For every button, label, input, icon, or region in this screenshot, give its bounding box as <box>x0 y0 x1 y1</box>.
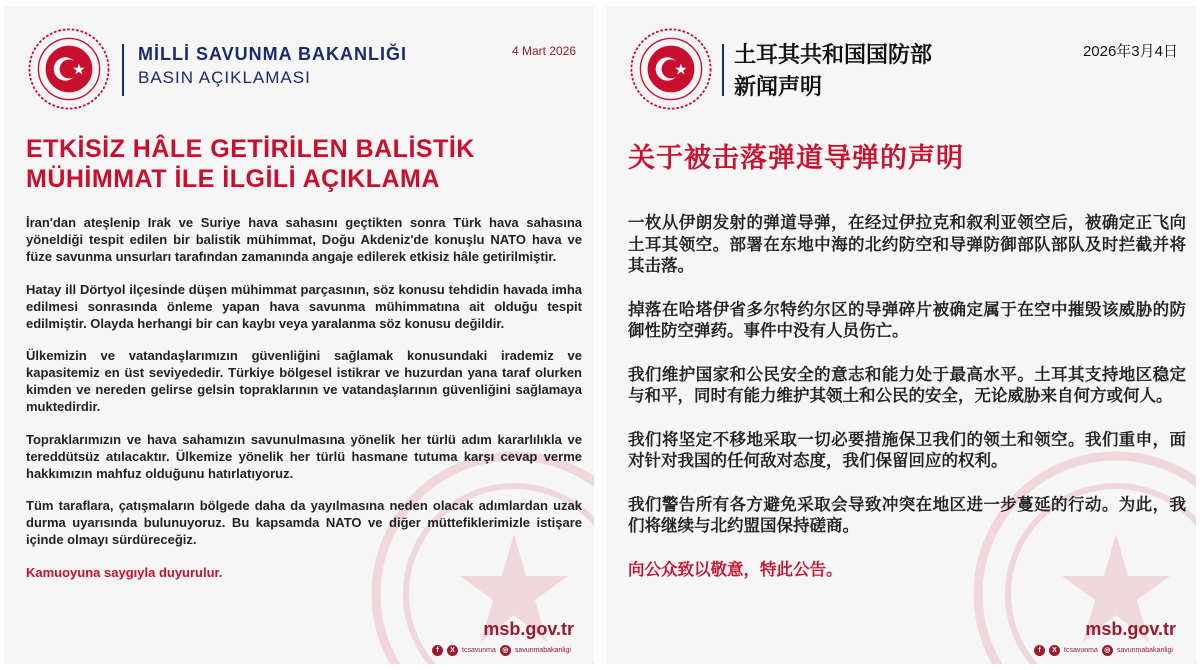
statement-date: 2026年3月4日 <box>1082 43 1178 60</box>
statement-headline: ETKİSİZ HÂLE GETİRİLEN BALİSTİK MÜHİMMAT İLE İLGİLİ AÇIKLAMA <box>26 135 475 193</box>
closing-line: 向公众致以敬意，特此公告。 <box>628 560 843 579</box>
x-handle[interactable]: tcsavunma <box>1064 647 1098 654</box>
paragraph: 我们警告所有各方避免采取会导致冲突在地区进一步蔓延的行动。为此，我们将继续与北约盟国保持磋商。 <box>628 495 1186 535</box>
paragraph: 我们将坚定不移地采取一切必要措施保卫我们的领土和领空。我们重申，面对针对我国的任何敌对态度，我们保留回应的权利。 <box>628 430 1186 470</box>
paragraph: 我们维护国家和公民安全的意志和能力处于最高水平。土耳其支持地区稳定与和平，同时有能力维护其领土和公民的安全，无论威胁来自何方或何人。 <box>628 365 1186 405</box>
emblem-logo <box>626 24 716 114</box>
social-links <box>432 645 571 656</box>
press-release-label: BASIN AÇIKLAMASI <box>138 68 311 87</box>
instagram-icon[interactable]: ◎ <box>500 645 511 656</box>
paragraph: Hatay ill Dörtyol ilçesinde düşen mühimmat parçasının, söz konusu tehdidin havada imha edilmesi sonrasında önleme yapan hava savunma mühimmatına ait olduğu tespit edilmiştir. Olayda herhangi bir can kaybı veya yaralanma söz konusu değildir. <box>26 281 582 331</box>
paragraph: Tüm taraflara, çatışmaların bölgede daha da yayılmasına neden olacak adımlardan uzak durma uyarısında bulunuyoruz. Bu kapsamda NATO ve diğer müttefiklerimizle istişare içinde olmayı sürdüreceğiz. <box>26 498 582 547</box>
x-icon[interactable]: X <box>1049 645 1060 656</box>
header-divider <box>722 44 724 96</box>
website-link[interactable]: msb.gov.tr <box>1085 619 1176 639</box>
statement-body <box>628 213 1186 603</box>
paragraph: İran'dan ateşlenip Irak ve Suriye hava sahasını geçtikten sonra Türk hava sahasına yöneldiği tespit edilen bir balistik mühimmat, Doğu Akdeniz'de konuşlu NATO hava ve füze savunma unsurları tarafından zamanında angaje edilerek etkisiz hâle getirilmiştir. <box>26 215 582 264</box>
chinese-statement-panel <box>606 6 1196 664</box>
press-release-label: 新闻声明 <box>734 74 823 99</box>
header-divider <box>122 44 124 96</box>
instagram-icon[interactable]: ◎ <box>1102 645 1113 656</box>
x-handle[interactable]: tcsavunma <box>462 647 496 654</box>
ministry-name: MİLLİ SAVUNMA BAKANLIĞI <box>138 44 407 64</box>
social-links <box>1034 645 1173 656</box>
turkish-statement-panel <box>4 6 594 664</box>
instagram-handle[interactable]: savunmabakanligi <box>514 647 571 654</box>
statement-headline: 关于被击落弹道导弹的声明 <box>628 143 964 173</box>
facebook-icon[interactable]: f <box>432 645 443 656</box>
statement-body <box>26 214 582 596</box>
ministry-name: 土耳其共和国国防部 <box>734 42 933 67</box>
paragraph: Ülkemizin ve vatandaşlarımızın güvenliğini sağlamak konusundaki irademiz ve kapasitemiz en üst seviyededir. Türkiye bölgesel istikrar ve huzurdan yana taraf olurken kimden ve nereden gelirse gelsin topraklarının ve vatandaşlarının güvenliğini sağlamaya muktedirdir. <box>26 348 582 414</box>
emblem-logo <box>24 24 114 114</box>
paragraph: Topraklarımızın ve hava sahamızın savunulmasına yönelik her türlü adım kararlılıkla ve tereddütsüz atılacaktır. Ülkemize yönelik her türlü hasmane tutuma karşı cevap verme hakkımızın mahfuz olduğunu hatırlatıyoruz. <box>26 431 582 481</box>
x-icon[interactable]: X <box>447 645 458 656</box>
website-link[interactable]: msb.gov.tr <box>483 619 574 639</box>
paragraph: 一枚从伊朗发射的弹道导弹，在经过伊拉克和叙利亚领空后，被确定正飞向土耳其领空。部署在东地中海的北约防空和导弹防御部队部队及时拦截并将其击落。 <box>628 214 1186 275</box>
statement-date: 4 Mart 2026 <box>511 44 576 58</box>
instagram-handle[interactable]: savunmabakanligi <box>1116 647 1173 654</box>
paragraph: 掉落在哈塔伊省多尔特约尔区的导弹碎片被确定属于在空中摧毁该威胁的防御性防空弹药。事件中没有人员伤亡。 <box>628 300 1186 340</box>
closing-line: Kamuoyuna saygıyla duyurulur. <box>26 564 223 580</box>
facebook-icon[interactable]: f <box>1034 645 1045 656</box>
